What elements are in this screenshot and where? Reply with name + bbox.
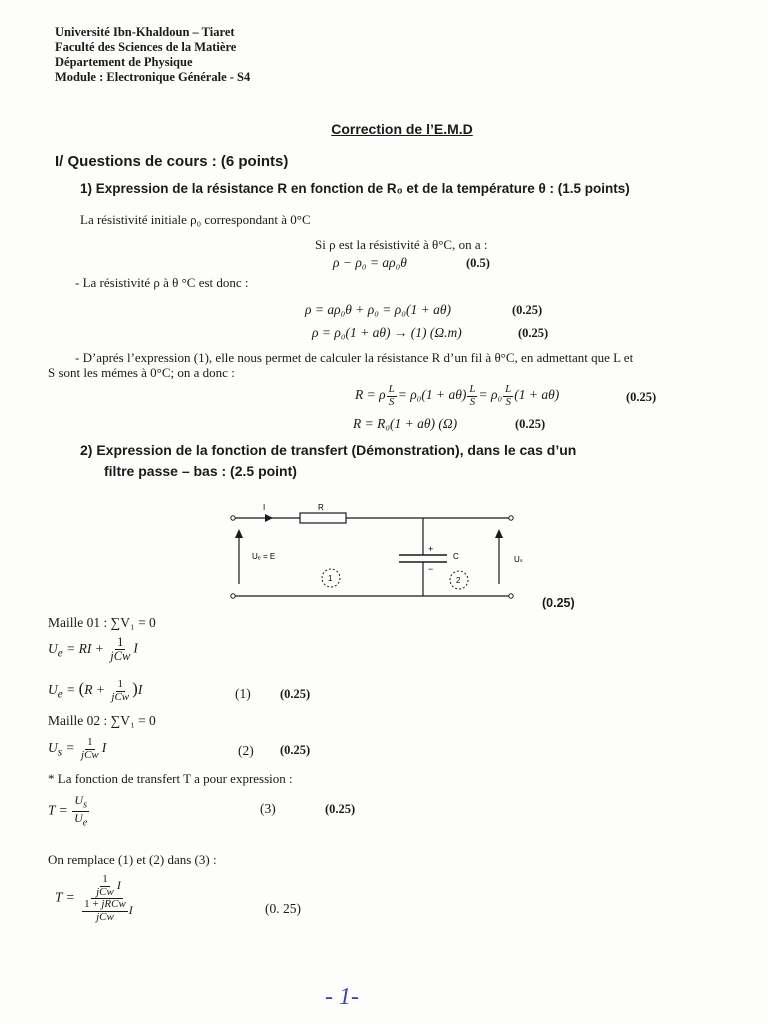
circuit-points: (0.25) [542,596,575,610]
page-number: - 1- [325,984,359,1010]
q1-text-initial-resistivity: La résistivité initiale ρ₀ correspondant à 0°C [80,212,311,227]
maille-1-eq-b: $U_e = (R$ + $\frac{1}{\text{jCw}}$ )I [48,678,143,703]
q1-eq4-points: (0.25) [626,390,657,404]
question-2-heading-a: 2) Expression de la fonction de transfert (Démonstration), dans le cas d’un [80,442,577,458]
header-module: Module : Electronique Générale - S4 [55,70,251,84]
q1-text-resistivity-theta: Si ρ est la résistivité à θ°C, on a : [315,237,488,252]
question-1-heading: 1) Expression de la résistance R en fonction de R₀ et de la température θ : (1.5 points) [80,181,630,196]
transfer-function-eq-points: (0.25) [325,802,356,816]
q1-eq5: R = R₀(1 + aθ) (Ω) [353,416,458,431]
current-arrow-icon [265,514,273,522]
label-us: Uₛ [514,555,523,564]
label-mesh-2: 2 [456,576,461,585]
q1-eq2-points: (0.25) [512,303,543,317]
label-capacitor: C [453,552,459,561]
transfer-function-eq: T = $\frac{U_s}{U_e}$ [48,793,88,829]
replace-text: On remplace (1) et (2) dans (3) : [48,852,217,867]
maille-1-eq-a: $U_e$ = RI + $\frac{1}{\text{jCw}}$ I [48,635,138,664]
maille-1-label: Maille 01 : ∑V₁ = 0 [48,615,156,630]
transfer-function-text: * La fonction de transfert T a pour expression : [48,771,293,786]
maille-2-eq: $U_s$ = $\frac{1}{\text{jCw}}$ I [48,736,107,761]
q1-eq3-points: (0.25) [518,326,549,340]
maille-1-eq-points: (0.25) [280,687,311,701]
final-transfer-eq: T = $\frac{1}{\text{jCw}}$ I $\frac{\text{1 + jRCw}}{\text{jCw}}$ I [55,873,133,923]
q1-eq1: ρ − ρ₀ = aρ₀θ [333,255,407,270]
maille-2-eq-points: (0.25) [280,743,311,757]
section-heading: I/ Questions de cours : (6 points) [55,153,289,170]
svg-text:−: − [428,564,434,574]
maille-1-eq-ref: (1) [235,686,251,701]
header-university: Université Ibn-Khaldoun – Tiaret [55,25,235,39]
input-terminal-bottom [231,594,235,598]
q1-text-resistivity-done: - La résistivité ρ à θ °C est donc : [75,275,249,290]
resistor-r [300,513,346,523]
q1-eq1-points: (0.5) [466,256,490,270]
svg-text:+: + [428,544,434,554]
q1-eq2: ρ = aρ₀θ + ρ₀ = ρ₀(1 + aθ) [305,302,451,317]
q1-eq5-points: (0.25) [515,417,546,431]
label-current: I [263,503,266,512]
output-terminal-bottom [509,594,513,598]
label-resistor: R [318,503,324,512]
q1-text-expression-a: - D’aprés l’expression (1), elle nous permet de calculer la résistance R d’un fil à θ°C, en admettant que L et [75,350,634,365]
low-pass-filter-circuit [225,500,525,605]
label-mesh-1: 1 [328,574,333,583]
transfer-function-eq-ref: (3) [260,801,276,816]
maille-2-label: Maille 02 : ∑V₁ = 0 [48,713,156,728]
q1-text-expression-b: S sont les mémes à 0°C; on a donc : [48,365,235,380]
label-ue: Uₑ = E [252,552,276,561]
input-terminal-top [231,516,235,520]
header-faculty: Faculté des Sciences de la Matière [55,40,237,54]
output-terminal-top [509,516,513,520]
ue-arrow-icon [235,529,243,538]
maille-2-eq-ref: (2) [238,743,254,758]
q1-eq3: ρ = ρ₀(1 + aθ) → (1) (Ω.m) [312,325,462,340]
us-arrow-icon [495,529,503,538]
final-transfer-eq-points: (0. 25) [265,901,301,916]
header-department: Département de Physique [55,55,193,69]
document-title: Correction de l’E.M.D [331,121,473,137]
q1-eq4: R = ρ $\frac{L}{S}$ = ρ₀(1 + aθ) $\frac{L}{S}$ = ρ₀ $\frac{L}{S}$ (1 + aθ) [355,383,560,408]
question-2-heading-b: filtre passe – bas : (2.5 point) [104,463,297,479]
